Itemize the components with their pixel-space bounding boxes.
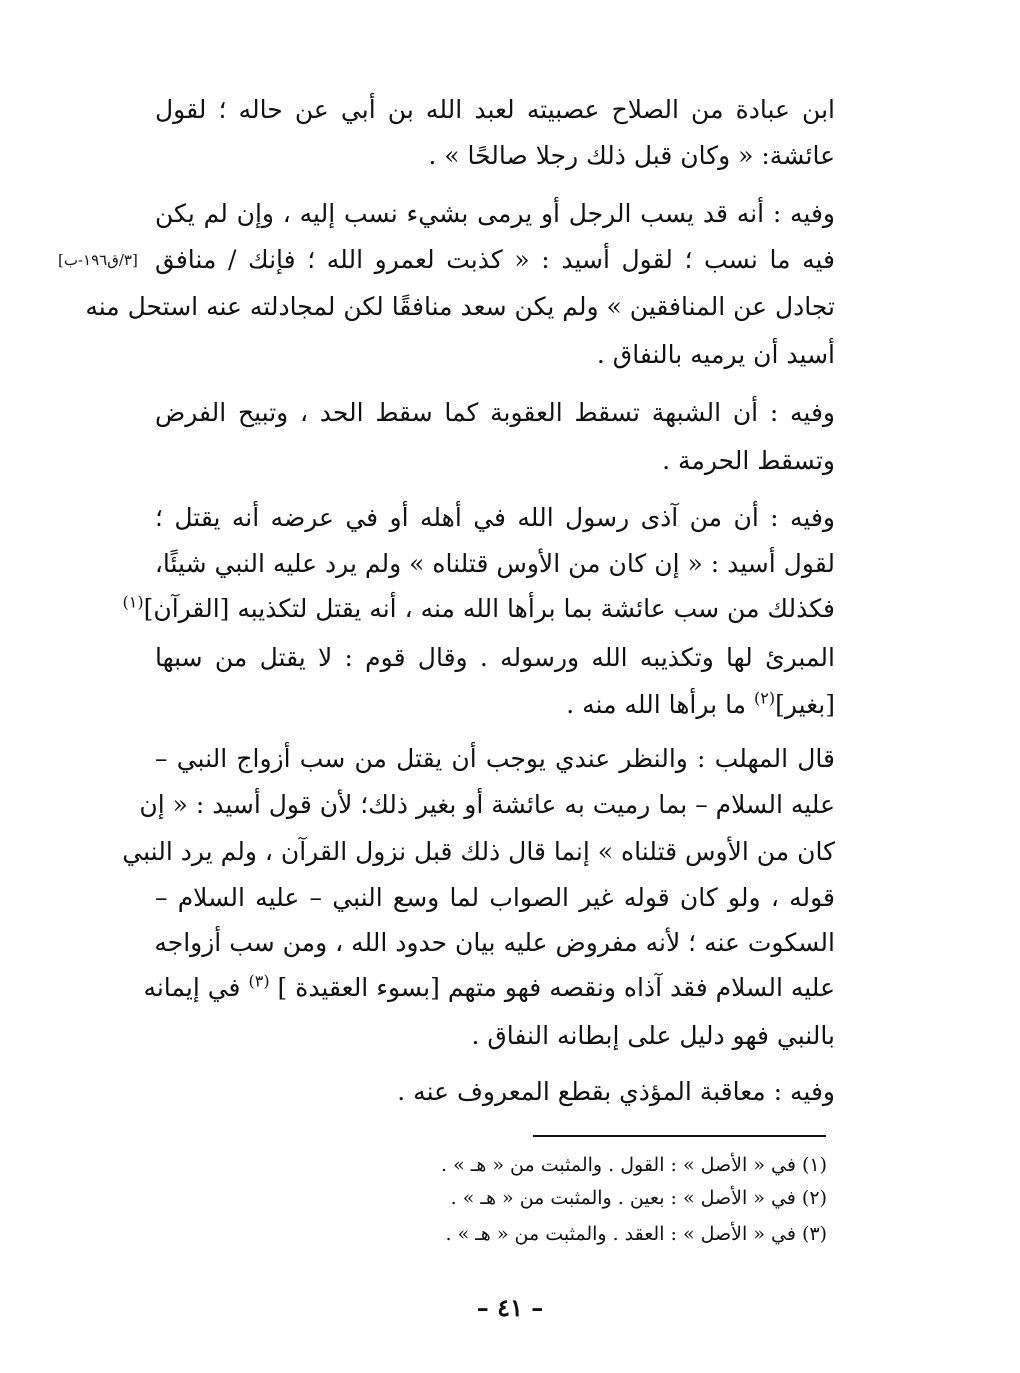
- text-line: وفيه : معاقبة المؤذي بقطع المعروف عنه .: [397, 1077, 835, 1106]
- text-line: ابن عبادة من الصلاح عصبيته لعبد الله بن أبي عن حاله ؛ لقول: [155, 95, 835, 124]
- footnote-3: (٣) في « الأصل » : العقد . والمثبت من « هـ » .: [445, 1223, 827, 1245]
- text-line: وتسقط الحرمة .: [662, 446, 835, 475]
- text-line: [143, 971, 835, 1007]
- footnote-mark-1: (١): [122, 592, 144, 612]
- footnote-mark-2: (٢): [754, 688, 776, 708]
- line-text: ما برأها الله منه .: [566, 690, 747, 719]
- footnote-2: (٢) في « الأصل » : بعين . والمثبت من « هـ » .: [450, 1187, 827, 1209]
- line-text: [بغير]: [775, 690, 835, 719]
- text-line: المبرئ لها وتكذيبه الله ورسوله . وقال قوم : لا يقتل من سبها: [155, 643, 835, 672]
- text-line: قوله ، ولو كان قوله غير الصواب لما وسع النبي – عليه السلام –: [155, 883, 835, 912]
- text-line: كان من الأوس قتلناه » إنما قال ذلك قبل نزول القرآن ، ولم يرد النبي: [122, 837, 835, 866]
- text-line: لقول أسيد : « إن كان من الأوس قتلناه » ولم يرد عليه النبي شيئًا،: [154, 549, 835, 578]
- page-number: – ٤١ –: [476, 1293, 544, 1322]
- text-line: عليه السلام – بما رميت به عائشة أو بغير ذلك؛ لأن قول أسيد : « إن: [139, 790, 835, 819]
- text-line: وفيه : أنه قد يسب الرجل أو يرمى بشيء نسب إليه ، وإن لم يكن: [155, 199, 835, 228]
- text-line: السكوت عنه ؛ لأنه مفروض عليه بيان حدود الله ، ومن سب أزواجه: [154, 928, 835, 957]
- text-line: [122, 592, 835, 628]
- text-line: وفيه : أن الشبهة تسقط العقوبة كما سقط الحد ، وتبيح الفرض: [155, 398, 835, 427]
- text-line: بالنبي فهو دليل على إبطانه النفاق .: [471, 1021, 835, 1050]
- text-line: [155, 690, 835, 724]
- text-line: فيه ما نسب ؛ لقول أسيد : « كذبت لعمرو الله ؛ فإنك / منافق: [155, 245, 835, 274]
- line-text: عليه السلام فقد آذاه ونقصه فهو متهم [بسوء العقيدة ]: [277, 973, 835, 1002]
- text-line: قال المهلب : والنظر عندي يوجب أن يقتل من سب أزواج النبي –: [155, 744, 835, 773]
- footnote-1: (١) في « الأصل » : القول . والمثبت من « هـ » .: [441, 1154, 827, 1176]
- text-line: أسيد أن يرميه بالنفاق .: [596, 340, 835, 369]
- text-line: وفيه : أن من آذى رسول الله في أهله أو في عرضه أنه يقتل ؛: [155, 503, 835, 532]
- footnote-mark-3: (٣): [248, 971, 270, 991]
- margin-folio-note: [٣/ق١٩٦-ب]: [58, 251, 138, 269]
- line-text: في إيمانه: [143, 973, 241, 1002]
- text-line: عائشة: « وكان قبل ذلك رجلا صالحًا » .: [428, 141, 835, 170]
- text-line: تجادل عن المنافقين » ولم يكن سعد منافقًا لكن لمجادلته عنه استحل منه: [85, 292, 835, 321]
- footnote-divider: [533, 1135, 826, 1137]
- line-text: فكذلك من سب عائشة بما برأها الله منه ، أنه يقتل لتكذيبه [القرآن]: [143, 594, 835, 623]
